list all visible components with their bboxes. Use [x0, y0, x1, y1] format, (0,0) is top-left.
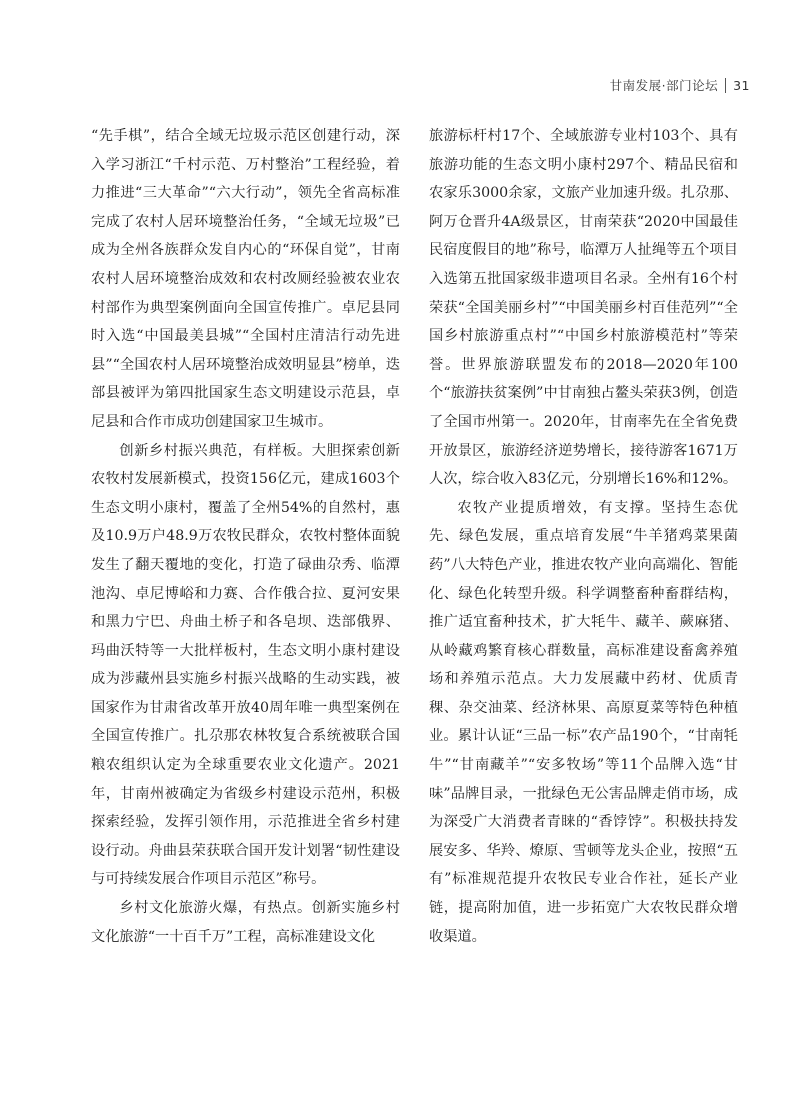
- running-header: [610, 76, 750, 94]
- paragraph: 创新乡村振兴典范，有样板。大胆探索创新农牧村发展新模式，投资156亿元，建成1603个生态文明小康村，覆盖了全州54%的自然村，惠及10.9万户48.9万农牧民群众，农牧村整体面貌发生了翻天覆地的变化，打造了碌曲尕秀、临潭池沟、卓尼博峪和力赛、合作俄合拉、夏河安果和黑力宁巴、舟曲土桥子和各皂坝、迭部俄界、玛曲沃特等一大批样板村，生态文明小康村建设成为涉藏州县实施乡村振兴战略的生动实践，被国家作为甘肃省改革开放40周年唯一典型案例在全国宣传推广。扎尕那农林牧复合系统被联合国粮农组织认定为全球重要农业文化遗产。2021年，甘南州被确定为省级乡村建设示范州，积极探索经验，发挥引领作用，示范推进全省乡村建设行动。舟曲县荣获联合国开发计划署“韧性建设与可持续发展合作项目示范区”称号。: [91, 442, 400, 888]
- page-number: 31: [733, 77, 750, 93]
- paragraph: 农牧产业提质增效，有支撑。坚持生态优先、绿色发展，重点培育发展“牛羊猪鸡菜果菌药”八大特色产业，推进农牧产业向高端化、智能化、绿色化转型升级。科学调整畜种畜群结构，推广适宜畜种技术，扩大牦牛、藏羊、蕨麻猪、从岭藏鸡繁育核心群数量，高标准建设畜禽养殖场和养殖示范点。大力发展藏中药材、优质青稞、杂交油菜、经济林果、高原夏菜等特色种植业。累计认证“三品一标”农产品190个，“甘南牦牛”“甘南藏羊”“安多牧场”等11个品牌入选“甘味”品牌目录，一批绿色无公害品牌走俏市场，成为深受广大消费者青睐的“香饽饽”。积极扶持发展安多、华羚、燎原、雪顿等龙头企业，按照“五有”标准规范提升农牧民专业合作社，延长产业链，提高附加值，进一步拓宽广大农牧民群众增收渠道。: [429, 499, 738, 945]
- section-title: 甘南发展·部门论坛: [609, 78, 719, 93]
- left-column: [91, 122, 400, 951]
- paragraph: 乡村文化旅游火爆，有热点。创新实施乡村文化旅游“一十百千万”工程，高标准建设文化: [91, 900, 400, 945]
- header-divider: [725, 78, 726, 93]
- paragraph: “先手棋”，结合全域无垃圾示范区创建行动，深入学习浙江“千村示范、万村整治”工程经验，着力推进“三大革命”“六大行动”，领先全省高标准完成了农村人居环境整治任务，“全域无垃圾”已成为全州各族群众发自内心的“环保自觉”，甘南农村人居环境整治成效和农村改厕经验被农业农村部作为典型案例面向全国宣传推广。卓尼县同时入选“中国最美县城”“全国村庄清洁行动先进县”“全国农村人居环境整治成效明显县”榜单，迭部县被评为第四批国家生态文明建设示范县，卓尼县和合作市成功创建国家卫生城市。: [91, 128, 400, 430]
- right-column: [429, 122, 738, 951]
- paragraph: 旅游标杆村17个、全域旅游专业村103个、具有旅游功能的生态文明小康村297个、精品民宿和农家乐3000余家，文旅产业加速升级。扎尕那、阿万仓晋升4A级景区，甘南荣获“2020中国最佳民宿度假目的地”称号，临潭万人扯绳等五个项目入选第五批国家级非遗项目名录。全州有16个村荣获“全国美丽乡村”“中国美丽乡村百佳范列”“全国乡村旅游重点村”“中国乡村旅游模范村”等荣誉。世界旅游联盟发布的2018—2020年100个“旅游扶贫案例”中甘南独占鳌头荣获3例，创造了全国市州第一。2020年，甘南率先在全省免费开放景区，旅游经济逆势增长，接待游客1671万人次，综合收入83亿元，分别增长16%和12%。: [429, 128, 738, 488]
